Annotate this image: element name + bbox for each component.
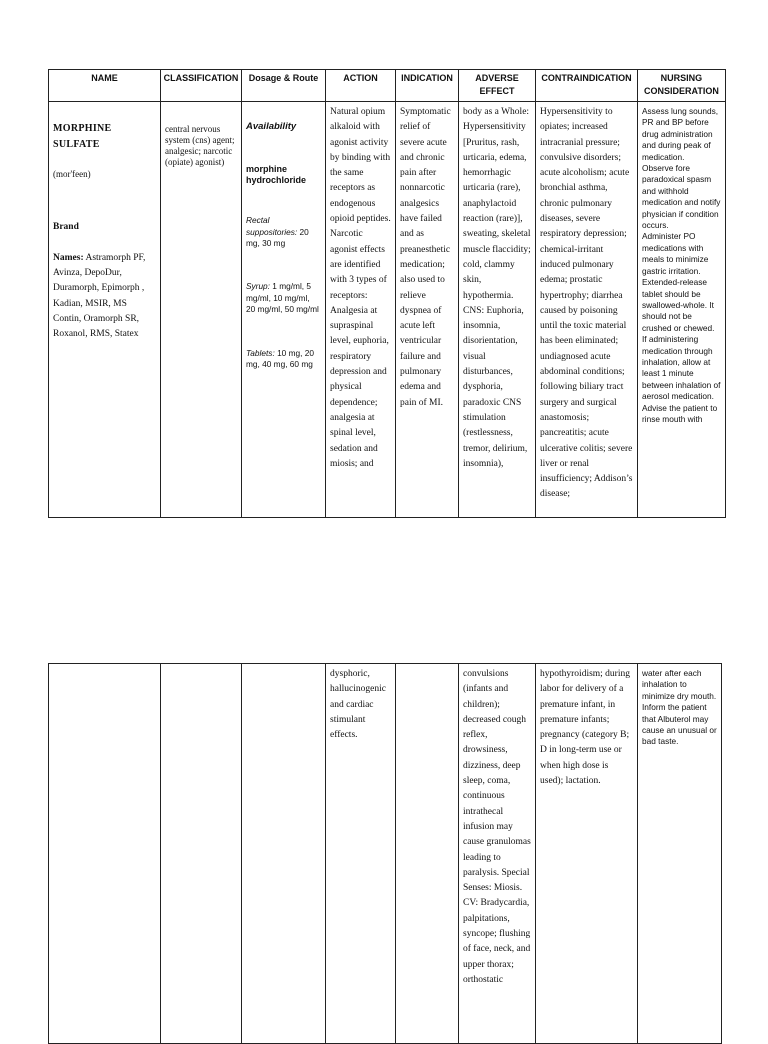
cell-contraindication [536,102,638,518]
cell-contraindication [536,664,638,1044]
drug-table-page-1 [48,69,726,518]
action-text: Natural opium alkaloid with agonist activity by binding with the same receptors as endogenous opioid peptides. Narcotic agonist effects are identified with 3 types of receptors: Analgesia at supraspinal level, euphoria, respiratory depression and physical dependence; analgesia at spinal level, sedation and miosis; and [330,107,391,469]
cell-name [49,102,161,518]
cell-classification [161,102,242,518]
adverse-text: convulsions (infants and children); decreased cough reflex, drowsiness, dizziness, deep sleep, coma, continuous intrathecal infusion may cause granulomas leading to paralysis. Special Senses: Miosis. CV: Bradycardia, palpitations, syncope; flushing of face, neck, and upper thorax; orthostatic [463,669,531,985]
header-adverse: ADVERSE EFFECT [459,70,536,102]
header-contraindication: CONTRAINDICATION [536,70,638,102]
header-classification: CLASSIFICATION [161,70,242,102]
contraindication-text: hypothyroidism; during labor for delivery of a premature infant, in premature infants; pregnancy (category B; D in long-term use or when high dose is used); lactation. [540,669,630,787]
nursing-text: Assess lung sounds, PR and BP before drug administration and during peak of medication. Observe fore paradoxical spasm and withhold medication and notify physician if condition occurs. Administer PO medications with meals to minimize gastric irritation. Extended-release tablet should be swallowed-whole. It should not be crushed or chewed. If administering medication through inhalation, allow at least 1 minute between inhalation of aerosol medication. Advise the patient to rinse mouth with [642,106,721,424]
rectal-dose: Rectal suppositories: 20 mg, 30 mg [246,215,309,249]
header-nursing: NURSING CONSIDERATION [638,70,726,102]
header-row [49,70,726,102]
nursing-text: water after each inhalation to minimize dry mouth. Inform the patient that Albuterol may cause an unusual or bad taste. [642,668,717,747]
cell-indication [396,102,459,518]
drug-name: MORPHINE SULFATE [53,123,112,151]
availability-label: Availability [246,121,297,133]
action-text: dysphoric, hallucinogenic and cardiac stimulant effects. [330,669,386,741]
contraindication-text: Hypersensitivity to opiates; increased intracranial pressure; convulsive disorders; acute alcoholism; acute bronchial asthma, chronic pulmonary diseases, severe respiratory depression; chemical-irritant induced pulmonary edema; prostatic hypertrophy; diarrhea caused by poisoning until the toxic material has been eliminated; undiagnosed acute abdominal conditions; following biliary tract surgery and surgical anastomosis; pancreatitis; acute ulcerative colitis; severe liver or renal insufficiency; Addison’s disease; [540,107,633,500]
cell-adverse [459,664,536,1044]
header-indication: INDICATION [396,70,459,102]
cell-indication [396,664,459,1044]
table-row [49,664,722,1044]
cell-dosage [242,664,326,1044]
tablets-dose: Tablets: 10 mg, 20 mg, 40 mg, 60 mg [246,347,314,369]
header-action: ACTION [326,70,396,102]
cell-adverse [459,102,536,518]
classification-text: central nervous system (cns) agent; analgesic; narcotic (opiate) agonist) [165,124,235,167]
cell-nursing [638,664,722,1044]
cell-dosage [242,102,326,518]
indication-text: Symptomatic relief of severe acute and chronic pain after nonnarcotic analgesics have failed and as preanesthetic medication; also used to relieve dyspnea of acute left ventricular failure and pulmonary edema and pain of MI. [400,107,451,408]
cell-nursing [638,102,726,518]
header-dosage: Dosage & Route [242,70,326,102]
cell-action [326,664,396,1044]
table-row [49,102,726,518]
drug-table-page-2 [48,663,722,1044]
cell-classification [161,664,242,1044]
adverse-text: body as a Whole: Hypersensitivity [Pruritus, rash, urticaria, edema, hemorrhagic urticaria (rare), anaphylactoid reaction (rare)], sweating, skeletal muscle flaccidity; cold, clammy skin, hypothermia. CNS: Euphoria, insomnia, disorientation, visual disturbances, dysphoria, paradoxic CNS stimulation (restlessness, tremor, delirium, insomnia), [463,107,531,469]
cell-action [326,102,396,518]
pronunciation: (mor'feen) [53,168,91,179]
header-name: NAME [49,70,161,102]
syrup-dose: Syrup: 1 mg/ml, 5 mg/ml, 10 mg/ml, 20 mg/ml, 50 mg/ml [246,281,319,315]
brand-label: Brand [53,222,79,233]
cell-name [49,664,161,1044]
brand-names: Names: Astramorph PF, Avinza, DepoDur, Duramorph, Epimorph , Kadian, MSIR, MS Contin, Oramorph SR, Roxanol, RMS, Statex [53,252,146,340]
form-name: morphine hydrochloride [246,163,307,185]
